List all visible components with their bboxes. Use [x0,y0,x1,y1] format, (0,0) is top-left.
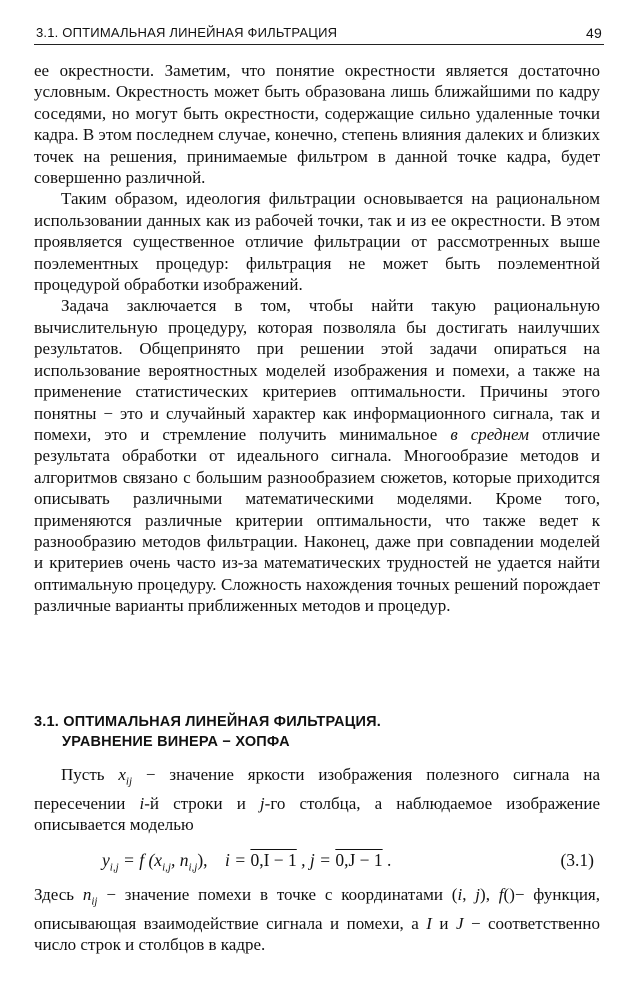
section-heading-line-1: 3.1. ОПТИМАЛЬНАЯ ЛИНЕЙНАЯ ФИЛЬТРАЦИЯ. [34,714,381,730]
paragraph-5: Здесь $n_{ij}$ − значение помехи в точке с координатами (i, j), f()− функция, описывающая взаимодействие сигнала и помехи, а I и J − соответственно число строк и столбцов в кадре. [34,885,601,955]
var-x: x [118,765,126,784]
section-heading-line-2: УРАВНЕНИЕ ВИНЕРА − ХОПФА [62,734,290,750]
body-text [34,60,600,617]
equation-3-1 [34,850,600,876]
page-number: 49 [586,25,602,41]
equation-formula: $y_{i,j} = f$ ($x_{i,j}$, $n_{i,j}$), i = 0,I − 1 , j = 0,J − 1 . [102,850,392,874]
running-header [34,22,604,45]
paragraph-2: Таким образом, идеология фильтрации основывается на рациональном использовании данных как из рабочей точки, так и из ее окрестности. В этом проявляется существенное отличие фильтрации от рассмотренных выше поэлементных процедур: фильтрация не может быть поэлементной процедурой обработки изображений. [34,189,600,295]
running-title: 3.1. ОПТИМАЛЬНАЯ ЛИНЕЙНАЯ ФИЛЬТРАЦИЯ [36,25,338,40]
body-text-section [34,764,600,836]
body-text-after-equation [34,884,600,956]
emphasis-in-average: в среднем [450,424,529,444]
paragraph-3: Задача заключается в том, чтобы найти такую рациональную вычислительную процедуру, которая позволяла бы достигать наилучших результатов. Общепринято при решении этой задачи опираться на использование вероятностных моделей изображения и помехи, а также на применение статистических критериев оптимальности. Причины этого понятны − это и случайный характер как информационного сигнала, так и помехи, это и стремление получить минимальное в среднем отличие результата обработки от идеального сигнала. Многообразие методов и алгоритмов связано с большим разнообразием сюжетов, которые приходится описывать различными математическими моделями. Кроме того, применяются различные критерии оптимальности, что также ведет к разнообразию методов фильтрации. Наконец, даже при совпадении моделей и критериев очень часто из-за математических трудностей не удается найти оптимальную процедуру. Сложность нахождения точных решений порождает различные варианты приближенных методов и процедур. [34,296,600,616]
paragraph-4: Пусть $x_{ij}$ − значение яркости изображения полезного сигнала на пересечении i-й строки и j-го столбца, а наблюдаемое изображение описывается моделью [34,765,601,835]
section-heading [34,712,600,752]
paragraph-1: ее окрестности. Заметим, что понятие окрестности является достаточно условным. Окрестность может быть образована лишь ближайшими по кадру соседями, но могут быть окрестности, содержащие сильно удаленные точки кадра. В этом последнем случае, конечно, степень влияния далеких и близких точек на решения, принимаемые фильтром в данной точке кадра, будет совершенно различной. [34,61,600,188]
equation-number: (3.1) [560,850,594,870]
